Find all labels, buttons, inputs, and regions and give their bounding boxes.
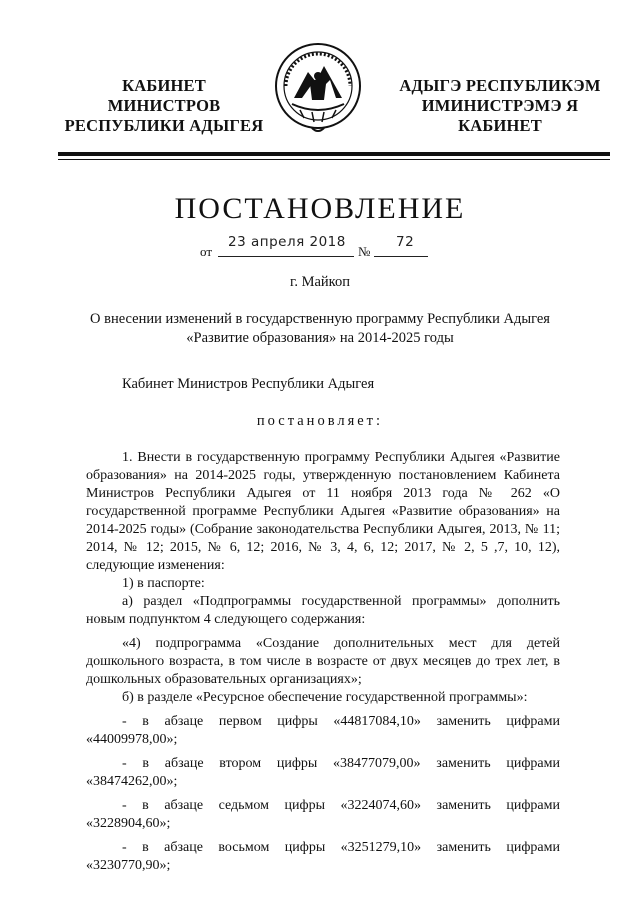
replacement-3-tail: «3228904,60»; xyxy=(86,816,171,831)
header-right-line1: АДЫГЭ РЕСПУБЛИКЭМ xyxy=(399,76,601,95)
replacement-4-lead: - в абзаце восьмом цифры «3251279,10» заменить цифрами xyxy=(122,840,560,855)
paragraph-4: «4) подпрограмма «Создание дополнительных мест для детей дошкольного возраста, в том числе в возрасте от двух месяцев до трех лет, в дошкольных образовательных организациях»; xyxy=(86,636,560,687)
replacement-1-lead: - в абзаце первом цифры «44817084,10» заменить цифрами xyxy=(122,714,560,729)
paragraph-5: б) в разделе «Ресурсное обеспечение государственной программы»: xyxy=(122,690,528,705)
header-rule-thin xyxy=(58,159,610,160)
date-value: 23 апреля 2018 xyxy=(228,234,346,250)
paragraph-1: 1. Внести в государственную программу Республики Адыгея «Развитие образования» на 2014-2025 годы, утвержденную постановлением Кабинета Министров Республики Адыгея от 11 ноября 2013 года № 262 «О государственной программе Республики Адыгея «Развитие образования» на 2014-2025 годы» (Собрание законодательства Республики Адыгея, 2013, № 11; 2014, № 12; 2015, № 6, 12; 2016, № 3, 4, 6, 12; 2017, № 2, 5 ,7, 10, 12), следующие изменения: xyxy=(86,450,560,573)
number-underline xyxy=(374,256,428,257)
replacement-1-tail: «44009978,00»; xyxy=(86,732,178,747)
paragraph-2: 1) в паспорте: xyxy=(122,576,205,591)
header-right-line2: ИМИНИСТРЭМЭ Я КАБИНЕТ xyxy=(421,96,579,135)
replacement-2-lead: - в абзаце втором цифры «38477079,00» заменить цифрами xyxy=(122,756,560,771)
replacement-4-tail: «3230770,90»; xyxy=(86,858,171,873)
header-left-line2: РЕСПУБЛИКИ АДЫГЕЯ xyxy=(64,116,264,135)
paragraph-3: а) раздел «Подпрограммы государственной программы» дополнить новым подпунктом 4 следующего содержания: xyxy=(86,594,560,627)
document-body xyxy=(86,449,560,875)
header-right xyxy=(390,76,610,136)
header-rule-thick xyxy=(58,152,610,156)
header-left xyxy=(64,76,264,136)
decree-word: постановляет: xyxy=(256,413,384,429)
cabinet-line: Кабинет Министров Республики Адыгея xyxy=(122,376,375,392)
document-title: ПОСТАНОВЛЕНИЕ xyxy=(174,192,466,225)
emblem-seal-icon xyxy=(272,38,364,138)
subject-line2: «Развитие образования» на 2014-2025 годы xyxy=(186,330,454,346)
replacement-2-tail: «38474262,00»; xyxy=(86,774,178,789)
replacement-3-lead: - в абзаце седьмом цифры «3224074,60» заменить цифрами xyxy=(122,798,560,813)
date-underline xyxy=(218,256,354,257)
header-left-line1: КАБИНЕТ МИНИСТРОВ xyxy=(107,76,221,115)
number-value: 72 xyxy=(396,234,415,250)
from-label: от xyxy=(200,244,213,259)
number-label: № xyxy=(358,244,371,259)
subject-line1: О внесении изменений в государственную программу Республики Адыгея xyxy=(90,311,550,327)
city: г. Майкоп xyxy=(290,274,350,290)
subject xyxy=(70,310,570,348)
